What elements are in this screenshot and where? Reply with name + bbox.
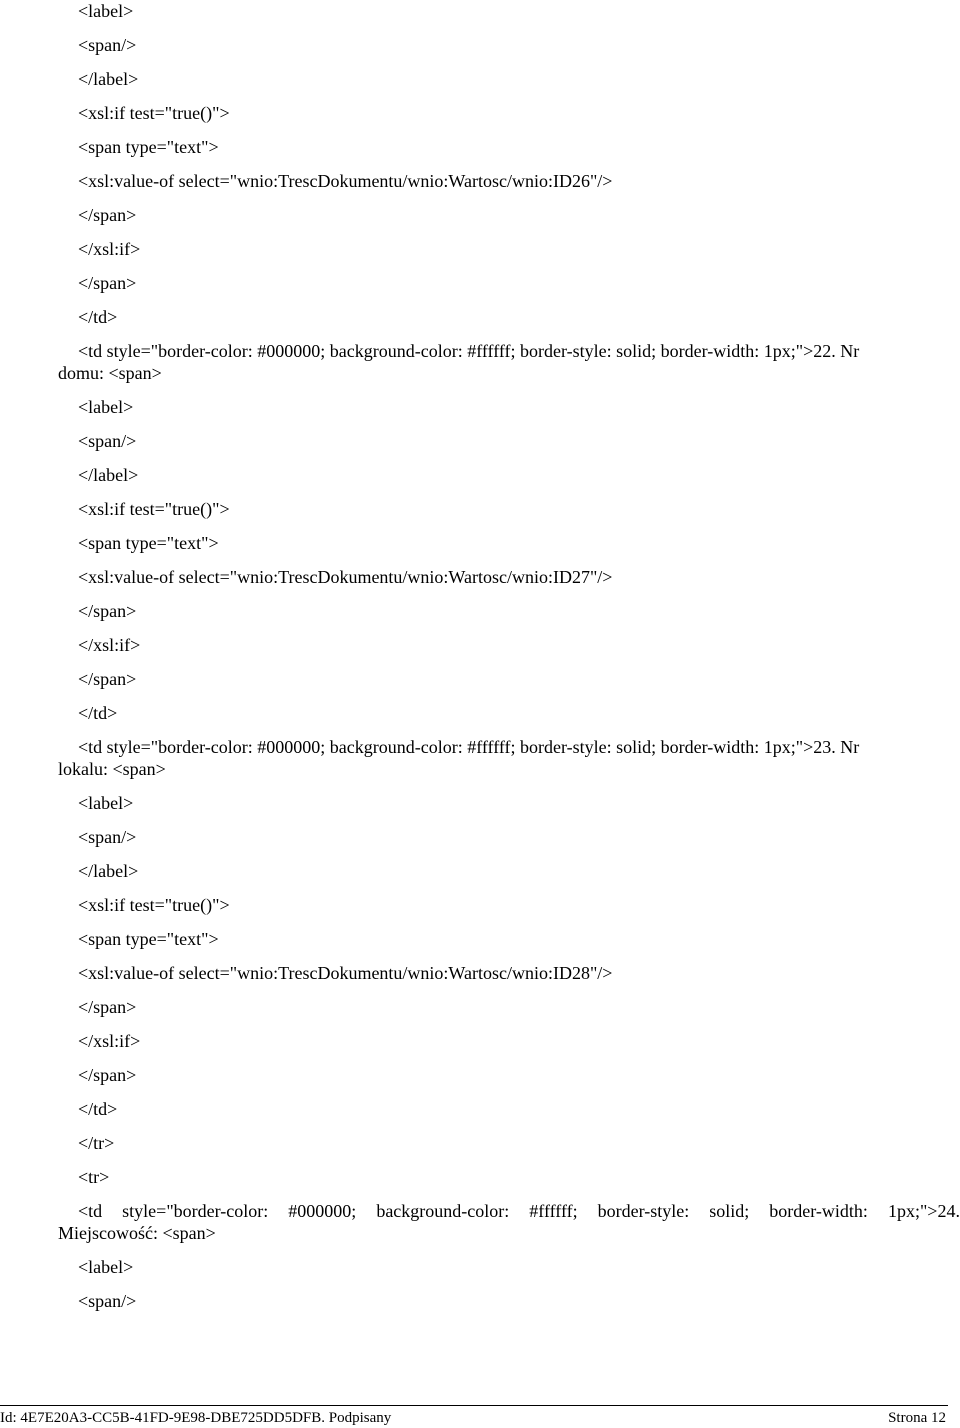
code-line: </xsl:if>	[78, 239, 141, 259]
code-line: <span type="text">	[78, 929, 219, 949]
code-line: <xsl:if test="true()">	[78, 499, 230, 519]
code-line: </tr>	[78, 1133, 115, 1153]
code-line: </span>	[78, 1065, 137, 1085]
code-line: lokalu: <span>	[58, 759, 166, 779]
code-word: border-style:	[597, 1201, 690, 1221]
code-line: <span/>	[78, 1291, 137, 1311]
code-word: <td	[78, 1201, 103, 1221]
code-word: 1px;">24.	[887, 1201, 960, 1221]
code-line: <xsl:if test="true()">	[78, 895, 230, 915]
code-line: <label>	[78, 793, 134, 813]
page-number: Strona 12	[888, 1410, 946, 1426]
code-line: <tr>	[78, 1167, 110, 1187]
code-line: <td style="border-color: #000000; background-color: #ffffff; border-style: solid; border-width: 1px;">22. Nr	[78, 341, 860, 361]
code-line: Miejscowość: <span>	[58, 1223, 216, 1243]
code-line: </td>	[78, 307, 118, 327]
code-line: </xsl:if>	[78, 635, 141, 655]
code-line: <span/>	[78, 431, 137, 451]
code-line: <label>	[78, 1, 134, 21]
code-line: <label>	[78, 1257, 134, 1277]
code-line: </xsl:if>	[78, 1031, 141, 1051]
code-word: border-width:	[769, 1201, 868, 1221]
code-line: <span type="text">	[78, 533, 219, 553]
code-word: style="border-color:	[122, 1201, 269, 1221]
code-line: <td style="border-color: #000000; background-color: #ffffff; border-style: solid; border-width: 1px;">23. Nr	[78, 737, 860, 757]
code-word: #000000;	[288, 1201, 357, 1221]
code-line: <xsl:if test="true()">	[78, 103, 230, 123]
code-line: </label>	[78, 861, 139, 881]
code-line: </span>	[78, 997, 137, 1017]
code-word: solid;	[709, 1201, 750, 1221]
code-line: domu: <span>	[58, 363, 162, 383]
code-line: </td>	[78, 1099, 118, 1119]
code-line: <xsl:value-of select="wnio:TrescDokumentu/wnio:Wartosc/wnio:ID26"/>	[78, 171, 613, 191]
code-line: <span/>	[78, 35, 137, 55]
code-line-justified	[78, 1200, 960, 1222]
code-line: <xsl:value-of select="wnio:TrescDokumentu/wnio:Wartosc/wnio:ID27"/>	[78, 567, 613, 587]
code-line: <span/>	[78, 827, 137, 847]
code-line: <span type="text">	[78, 137, 219, 157]
code-line: </span>	[78, 669, 137, 689]
code-word: #ffffff;	[529, 1201, 578, 1221]
footer-divider	[0, 1405, 948, 1406]
code-line: </label>	[78, 69, 139, 89]
code-line: </label>	[78, 465, 139, 485]
code-line: </span>	[78, 601, 137, 621]
code-line: </span>	[78, 205, 137, 225]
code-word: background-color:	[376, 1201, 510, 1221]
code-line: <label>	[78, 397, 134, 417]
code-line: <xsl:value-of select="wnio:TrescDokumentu/wnio:Wartosc/wnio:ID28"/>	[78, 963, 613, 983]
code-line: </td>	[78, 703, 118, 723]
code-line: </span>	[78, 273, 137, 293]
document-id: Id: 4E7E20A3-CC5B-41FD-9E98-DBE725DD5DFB. Podpisany	[0, 1410, 392, 1426]
page-footer	[0, 1408, 948, 1428]
